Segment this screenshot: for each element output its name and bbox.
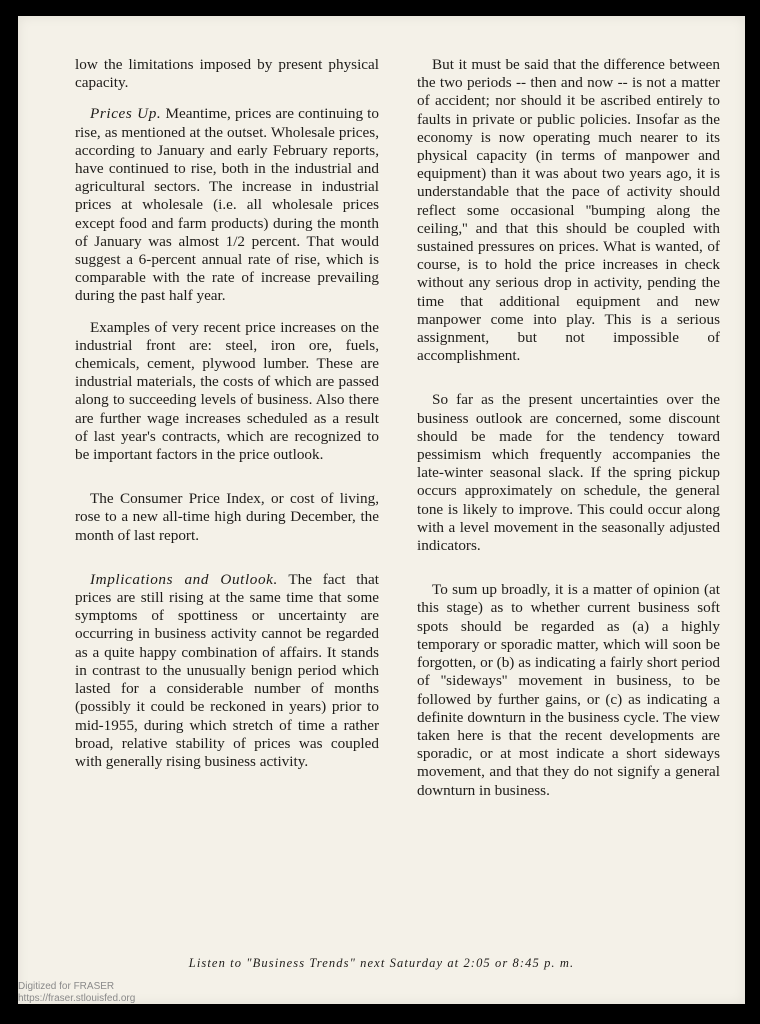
broadcast-footer: Listen to "Business Trends" next Saturday at 2:05 or 8:45 p. m.: [188, 956, 575, 970]
right-column: [417, 56, 720, 813]
document-page: [18, 16, 745, 1004]
left-paragraph-3: Examples of very recent price increases on the industrial front are: steel, iron ore, fuels, chemicals, cement, plywood lumber. These are industrial materials, the costs of which are passed along to succeeding levels of business. Also there are further wage increases scheduled as a result of last year's contracts, which are recognized to be important factors in the price outlook.: [75, 318, 379, 464]
left-paragraph-4: The Consumer Price Index, or cost of living, rose to a new all-time high during December, the month of last report.: [75, 490, 379, 544]
section-heading-implications: Implications and Outlook.: [90, 570, 278, 588]
right-paragraph-1: But it must be said that the difference between the two periods -- then and now -- is not a matter of accident; nor should it be ascribed entirely to faults in private or public policies. Insofar as the economy is now operating much nearer to its physical capacity (in terms of manpower and equipment) than it was about two years ago, it is understandable that the pace of activity should reflect some occasional ''bumping along the ceiling,'' and that this should be coupled with sustained pressures on prices. What is wanted, of course, is to hold the price increases in check without any serious drop in activity, pending the time that additional equipment and new manpower come into play. This is a serious assignment, but not impossible of accomplishment.: [417, 56, 720, 365]
right-paragraph-3: To sum up broadly, it is a matter of opinion (at this stage) as to whether current business soft spots should be regarded as (a) a highly temporary or sporadic matter, which will soon be forgotten, or (b) as indicating a fairly short period of ''sideways'' movement in business, to be followed by further gains, or (c) as indicating a definite downturn in the business cycle. The view taken here is that the recent developments are sporadic, or at most indicate a short sideways movement, and that they do not signify a general downturn in business.: [417, 581, 720, 799]
right-paragraph-2: So far as the present uncertainties over the business outlook are concerned, some discount should be made for the tendency toward pessimism which frequently accompanies the late-winter seasonal slack. If the spring pickup occurs approximately on schedule, the general tone is likely to improve. This could occur along with a level movement in the seasonally adjusted indicators.: [417, 391, 720, 555]
left-column: [75, 56, 379, 784]
prices-up-text: Meantime, prices are continuing to rise, as mentioned at the outset. Wholesale prices, according to January and early February reports, have continued to rise, both in the industrial and agricultural sectors. The increase in industrial prices at wholesale (i.e. all wholesale prices except food and farm products) during the month of January was almost 1/2 percent. That would suggest a 6-percent annual rate of rise, which is comparable with the rate of increase prevailing during the past half year.: [75, 105, 380, 305]
implications-text: The fact that prices are still rising at the same time that some symptoms of spottiness or uncertainty are occurring in business activity cannot be regarded as a quite happy combination of affairs. It stands in contrast to the unusually benign period which lasted for a considerable number of months (possibly it could be reckoned in years) prior to mid-1955, during which stretch of time a rather broad, relative stability of prices was coupled with generally rising business activity.: [75, 570, 379, 770]
watermark-line-1: Digitized for FRASER: [18, 981, 115, 992]
watermark-line-2: https://fraser.stlouisfed.org: [18, 993, 136, 1004]
left-paragraph-implications: [75, 571, 379, 771]
left-paragraph-prices-up: [75, 105, 379, 305]
section-heading-prices-up: Prices Up.: [90, 105, 162, 123]
left-paragraph-1: low the limitations imposed by present physical capacity.: [75, 56, 379, 92]
fraser-watermark: [18, 981, 135, 1005]
